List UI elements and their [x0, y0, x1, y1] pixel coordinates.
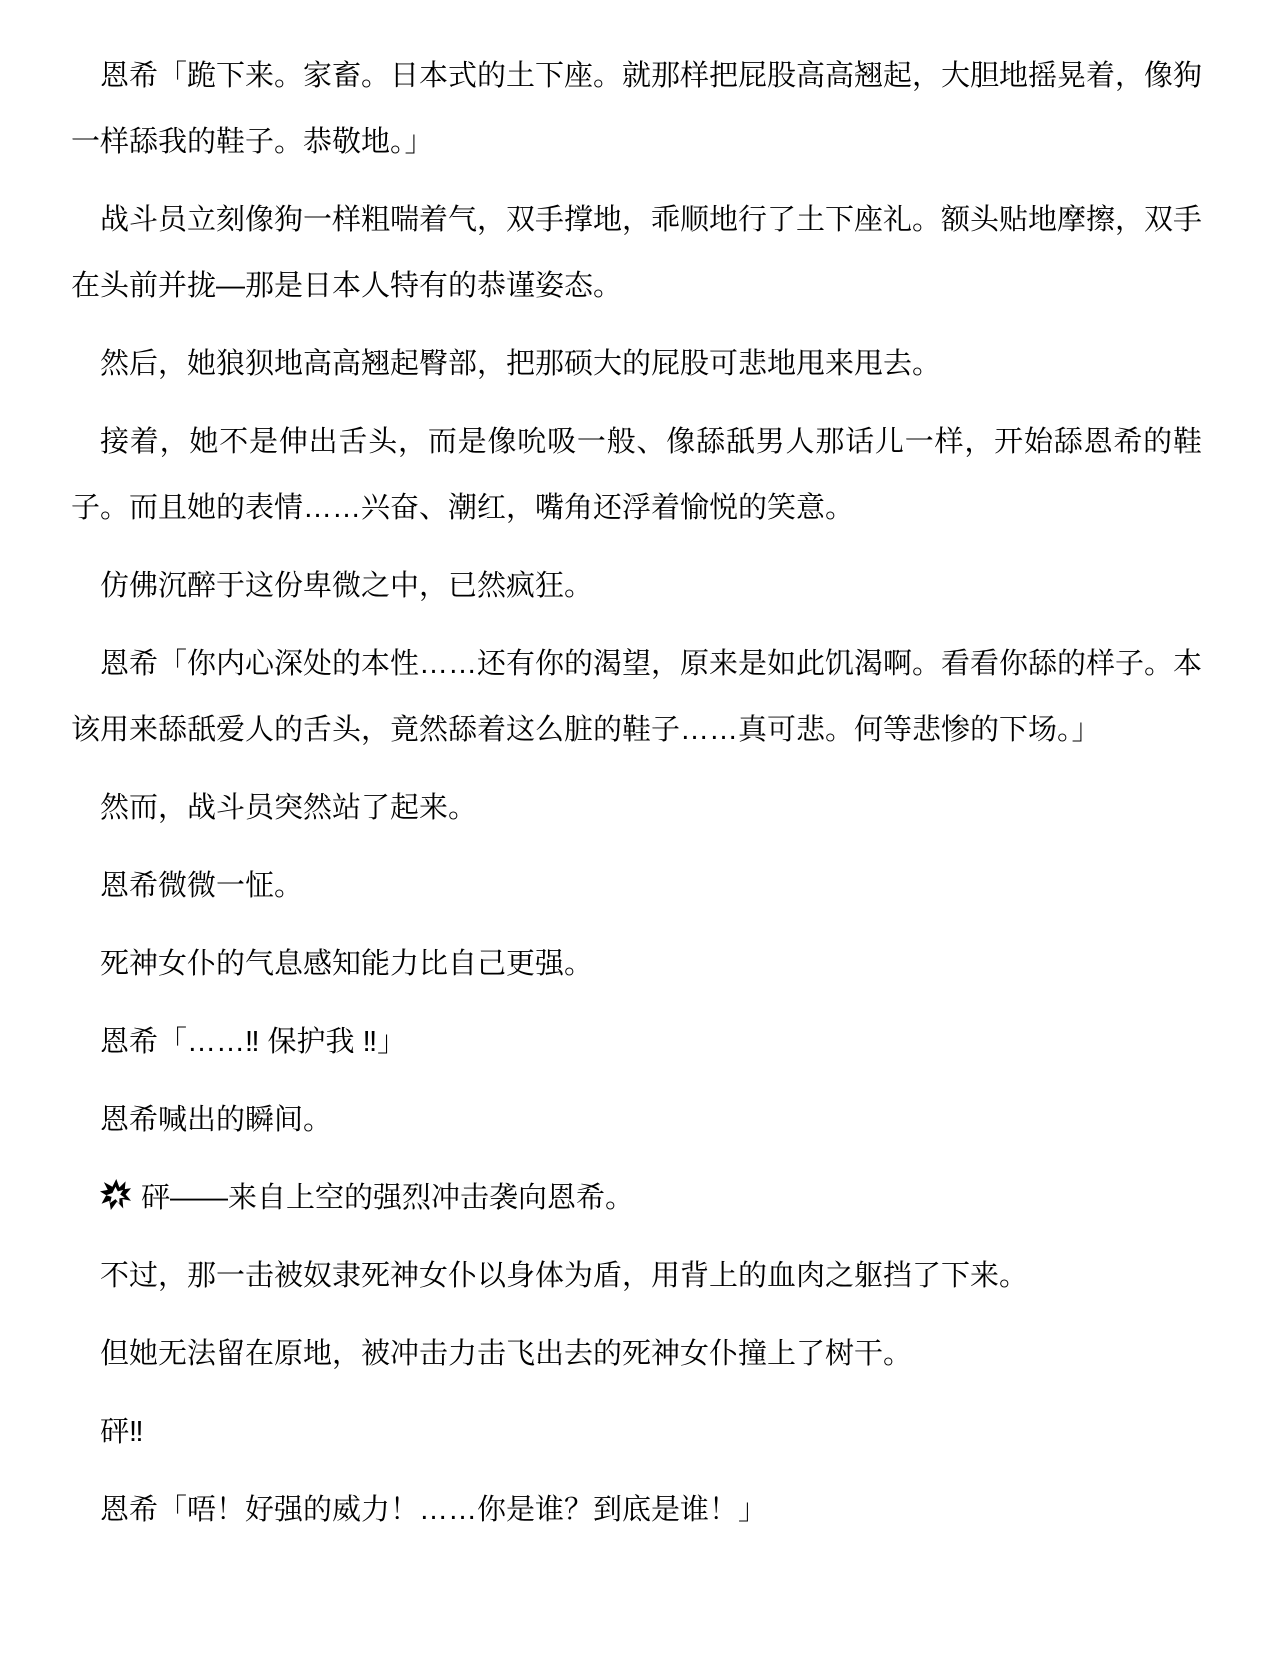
paragraph-text: 恩希微微一怔。 [100, 870, 304, 902]
paragraph [71, 775, 1202, 841]
paragraph-text: 砰——来自上空的强烈冲击袭向恩希。 [141, 1182, 635, 1214]
paragraph-text: 仿佛沉醉于这份卑微之中，已然疯狂。 [100, 570, 594, 602]
paragraph [71, 1399, 1202, 1465]
paragraph-text: 恩希「跪下来。家畜。日本式的土下座。就那样把屁股高高翘起，大胆地摇晃着，像狗一样舔我的鞋子。恭敬地。」 [71, 60, 1203, 158]
paragraph-text: 战斗员立刻像狗一样粗喘着气，双手撑地，乖顺地行了土下座礼。额头贴地摩擦，双手在头前并拢—那是日本人特有的恭谨姿态。 [71, 204, 1203, 302]
explosion-burst-icon [100, 1179, 131, 1210]
paragraph-text: 死神女仆的气息感知能力比自己更强。 [100, 948, 594, 980]
paragraph-text: 恩希「你内心深处的本性……还有你的渴望，原来是如此饥渴啊。看看你舔的样子。本该用来舔舐爱人的舌头，竟然舔着这么脏的鞋子……真可悲。何等悲惨的下场。」 [71, 648, 1203, 746]
paragraph-text: 砰‼ [100, 1416, 144, 1448]
paragraph [71, 1321, 1202, 1387]
paragraph [71, 43, 1202, 175]
paragraph-text: 不过，那一击被奴隶死神女仆以身体为盾，用背上的血肉之躯挡了下来。 [100, 1260, 1029, 1292]
paragraph-text: 恩希「唔！好强的威力！……你是谁？到底是谁！」 [100, 1494, 768, 1526]
paragraph-text: 然而，战斗员突然站了起来。 [100, 792, 478, 824]
paragraph [71, 931, 1202, 997]
paragraph-text: 但她无法留在原地，被冲击力击飞出去的死神女仆撞上了树干。 [100, 1338, 913, 1370]
paragraph [71, 1477, 1202, 1543]
paragraph [71, 331, 1202, 397]
paragraph-text: 恩希喊出的瞬间。 [100, 1104, 333, 1136]
paragraph [71, 187, 1202, 319]
paragraph-text: 接着，她不是伸出舌头，而是像吮吸一般、像舔舐男人那话儿一样，开始舔恩希的鞋子。而且她的表情……兴奋、潮红，嘴角还浮着愉悦的笑意。 [71, 426, 1202, 524]
paragraph-impact [71, 1165, 1202, 1231]
paragraph [71, 1087, 1202, 1153]
paragraph [71, 553, 1202, 619]
paragraph-text: 然后，她狼狈地高高翘起臀部，把那硕大的屁股可悲地甩来甩去。 [100, 348, 942, 380]
paragraph-text: 恩希「……‼ 保护我 ‼」 [100, 1026, 407, 1058]
paragraph [71, 853, 1202, 919]
paragraph [71, 1009, 1202, 1075]
paragraph [71, 1243, 1202, 1309]
paragraph [71, 409, 1202, 541]
paragraph [71, 631, 1202, 763]
